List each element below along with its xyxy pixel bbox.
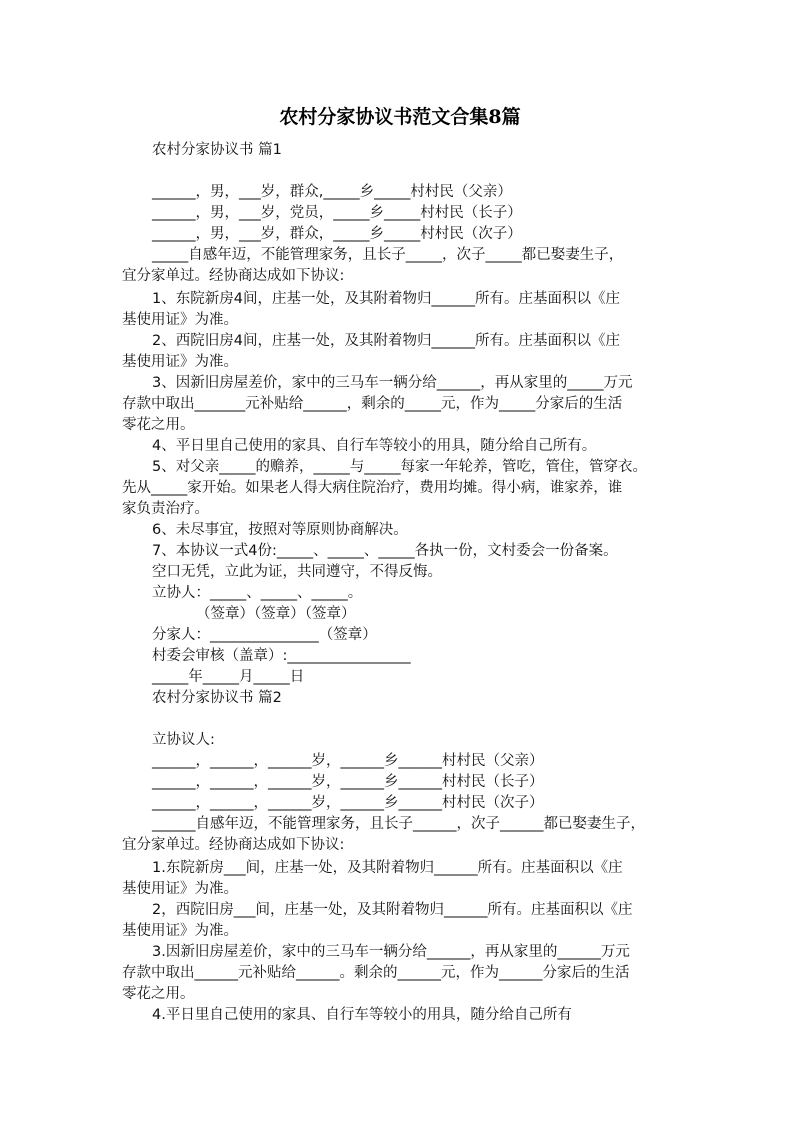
text-line: 农村分家协议书 篇2 <box>152 690 282 706</box>
text-line: 空口无凭，立此为证，共同遵守，不得反悔。 <box>152 564 442 580</box>
text-line: ______，______，______岁，______乡______村村民（次子） <box>152 795 544 811</box>
text-line: ______，男，___岁，党员，_____乡_____村村民（长子） <box>152 205 522 221</box>
text-line: 3、因新旧房屋差价，家中的三马车一辆分给______，再从家里的_____万元 <box>152 375 633 391</box>
text-line: 2、西院旧房4间，庄基一处，及其附着物归______所有。庄基面积以《庄 <box>152 333 620 349</box>
text-line: 村委会审核（盖章）:_________________ <box>152 648 411 664</box>
text-line: 4、平日里自己使用的家具、自行车等较小的用具，随分给自己所有。 <box>152 438 597 454</box>
text-line: ______，男，___岁，群众,_____乡_____村村民（父亲） <box>152 184 512 200</box>
text-line: 5、对父亲_____的赡养，_____与_____每家一年轮养，管吃，管住，管穿衣。 <box>152 459 647 475</box>
text-line: ______，______，______岁，______乡______村村民（长子） <box>152 774 544 790</box>
text-line: 宜分家单过。经协商达成如下协议: <box>122 268 345 284</box>
text-line: 家负责治疗。 <box>122 501 209 517</box>
document-title: 农村分家协议书范文合集8篇 <box>279 106 521 128</box>
text-line: 分家人：_______________（签章） <box>152 627 377 643</box>
text-line: 7、本协议一式4份:_____、_____、_____各执一份，文村委会一份备案。 <box>152 543 618 559</box>
text-line: 宜分家单过。经协商达成如下协议: <box>122 837 345 853</box>
text-line: 存款中取出_______元补贴给______，剩余的_____元，作为_____分家后的生活 <box>122 396 623 412</box>
text-line: 立协人：_____、_____、_____。 <box>152 585 363 601</box>
text-line: 农村分家协议书 篇1 <box>152 142 282 158</box>
text-line: 4.平日里自己使用的家具、自行车等较小的用具，随分给自己所有 <box>152 1007 572 1023</box>
text-line: 6、未尽事宜，按照对等原则协商解决。 <box>152 522 408 538</box>
text-line: ______自感年迈，不能管理家务，且长子______，次子______都已娶妻生子， <box>152 816 645 832</box>
text-line: 零花之用。 <box>122 986 195 1002</box>
text-line: 基使用证》为准。 <box>122 312 238 328</box>
text-line: _____自感年迈，不能管理家务，且长子_____，次子_____都已娶妻生子， <box>152 247 624 263</box>
text-line: 基使用证》为准。 <box>122 354 238 370</box>
text-line: 基使用证》为准。 <box>122 881 238 897</box>
text-line: （签章）（签章）（签章） <box>196 606 356 622</box>
text-line: 先从_____家开始。如果老人得大病住院治疗，费用均摊。得小病，谁家养，谁 <box>122 480 623 496</box>
text-line: 零花之用。 <box>122 417 195 433</box>
text-line: ______，______，______岁，______乡______村村民（父亲） <box>152 753 544 769</box>
text-line: _____年_____月_____日 <box>152 669 305 685</box>
text-line: 存款中取出______元补贴给______。剩余的______元，作为______分家后的生活 <box>122 965 630 981</box>
text-line: 立协议人: <box>152 732 215 748</box>
text-line: ______，男，___岁，群众，_____乡_____村村民（次子） <box>152 226 522 242</box>
text-line: 基使用证》为准。 <box>122 923 238 939</box>
text-line: 2，西院旧房___间，庄基一处，及其附着物归______所有。庄基面积以《庄 <box>152 902 633 918</box>
text-line: 1、东院新房4间，庄基一处，及其附着物归______所有。庄基面积以《庄 <box>152 291 620 307</box>
text-line: 1.东院新房___间，庄基一处，及其附着物归______所有。庄基面积以《庄 <box>152 860 623 876</box>
text-line: 3.因新旧房屋差价，家中的三马车一辆分给______，再从家里的______万元 <box>152 944 630 960</box>
